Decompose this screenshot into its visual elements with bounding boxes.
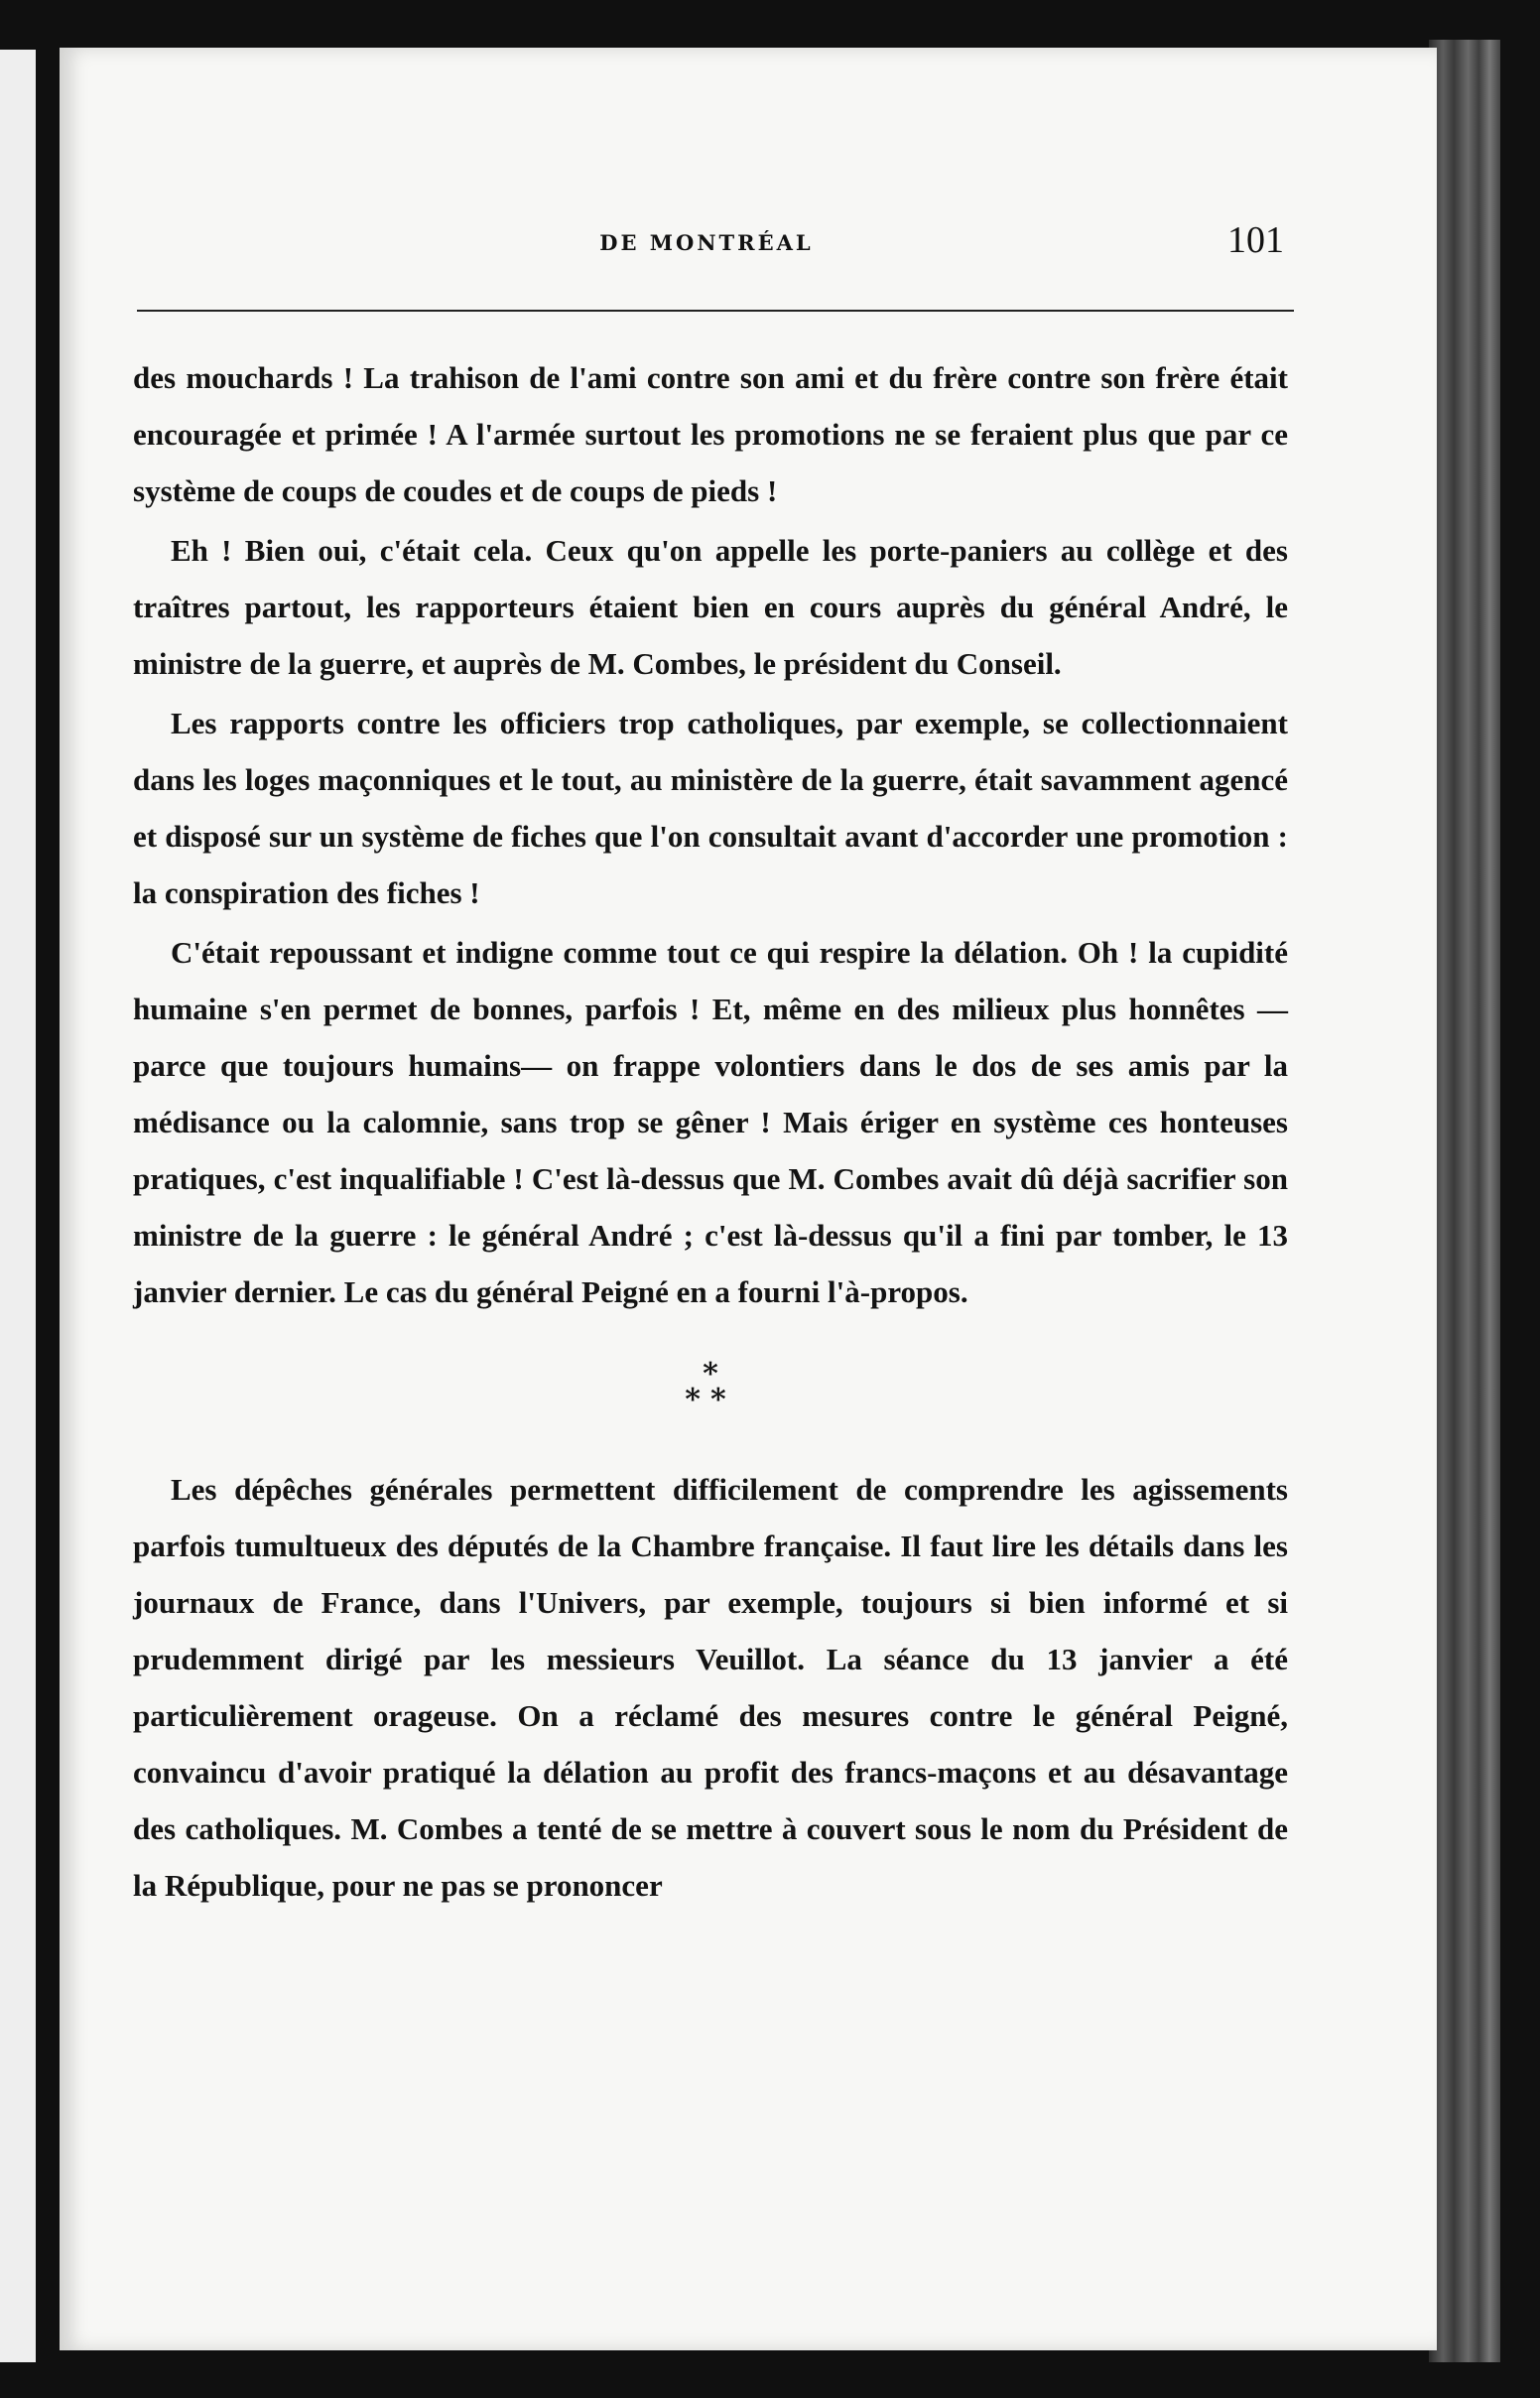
running-head	[129, 216, 1284, 276]
page-number: 101	[1227, 219, 1284, 261]
section-break-asterism	[133, 1357, 1288, 1417]
running-title: DE MONTRÉAL	[599, 230, 814, 255]
asterism-bottom: **	[685, 1383, 736, 1417]
asterism-top: *	[703, 1357, 718, 1392]
paragraph-1: des mouchards ! La trahison de l'ami contre son ami et du frère contre son frère était encouragée et primée ! A l'armée surtout les promotions ne se feraient plus que par ce système de coups de coudes et de coups de pieds !	[133, 360, 1288, 508]
paragraph-4: C'était repoussant et indigne comme tout ce qui respire la délation. Oh ! la cupidité humaine s'en permet de bonnes, parfois ! Et, même en des milieux plus honnêtes —parce que toujours humains— on frappe volontiers dans le dos de ses amis par la médisance ou la calomnie, sans trop se gêner ! Mais ériger en système ces honteuses pratiques, c'est inqualifiable ! C'est là-dessus que M. Combes avait dû déjà sacrifier son ministre de la guerre : le général André ; c'est là-dessus qu'il a fini par tomber, le 13 janvier dernier. Le cas du général Peigné en a fourni l'à-propos.	[133, 935, 1288, 1309]
paragraph-2: Eh ! Bien oui, c'était cela. Ceux qu'on appelle les porte-paniers au collège et des traîtres partout, les rapporteurs étaient bien en cours auprès du général André, le ministre de la guerre, et auprès de M. Combes, le président du Conseil.	[133, 533, 1288, 681]
header-rule	[137, 310, 1294, 312]
page-body	[133, 349, 1288, 1917]
paragraph-3: Les rapports contre les officiers trop catholiques, par exemple, se collectionnaient dans les loges maçonniques et le tout, au ministère de la guerre, était savamment agencé et disposé sur un système de fiches que l'on consultait avant d'accorder une promotion : la conspiration des fiches !	[133, 706, 1288, 910]
left-page-edge	[0, 50, 36, 2362]
paragraph-5: Les dépêches générales permettent difficilement de comprendre les agissements parfois tumultueux des députés de la Chambre française. Il faut lire les détails dans les journaux de France, dans l'Univers, par exemple, toujours si bien informé et si prudemment dirigé par les messieurs Veuillot. La séance du 13 janvier a été particulièrement orageuse. On a réclamé des mesures contre le général Peigné, convaincu d'avoir pratiqué la délation au profit des francs-maçons et au désavantage des catholiques. M. Combes a tenté de se mettre à couvert sous le nom du Président de la République, pour ne pas se prononcer	[133, 1472, 1288, 1903]
book-page-edges	[1429, 40, 1500, 2362]
